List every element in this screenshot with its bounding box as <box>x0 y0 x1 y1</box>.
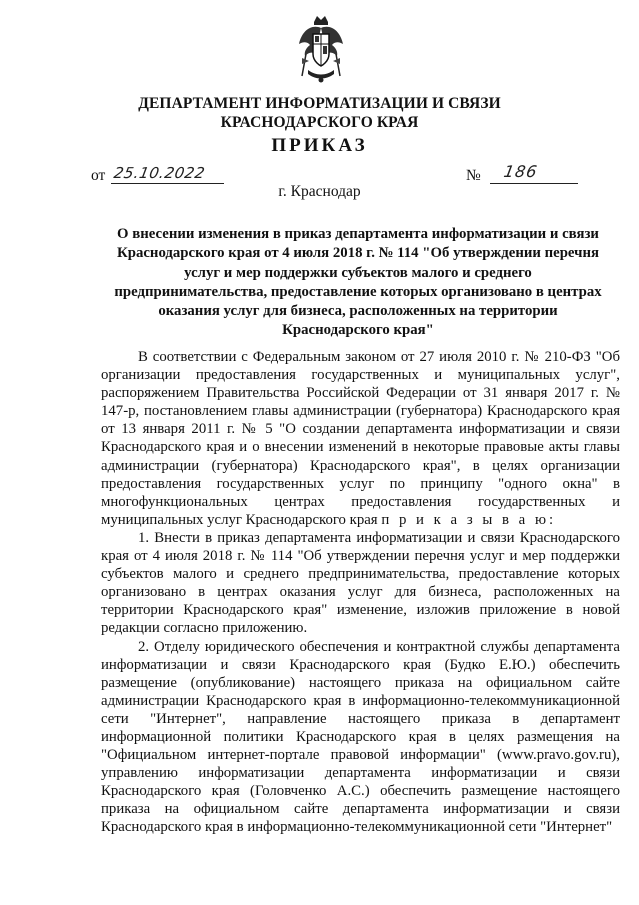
date-prefix: от <box>91 167 106 184</box>
coat-of-arms-icon <box>296 14 346 84</box>
document-body <box>101 348 620 837</box>
item-2-paragraph: 2. Отделу юридического обеспечения и контрактной службы департамента информатизации и связи Краснодарского края (Будко Е.Ю.) обеспечить размещение (опубликование) настоящего приказа на официальном сайте администрации Краснодарского края в информационно-телекоммуникационной сети "Интернет", направление настоящего приказа в департамент информационной политики Краснодарского края в целях размещения на "Официальном интернет-портале правовой информации" (www.pravo.gov.ru), управлению информатизации департамента информатизации и связи Краснодарского края (Головченко А.С.) обеспечить размещение настоящего приказа на официальном сайте департамента информатизации и связи Краснодарского края в информационно-телекоммуникационной сети "Интернет" <box>101 638 620 836</box>
preamble-paragraph <box>101 348 620 529</box>
preamble-text: В соответствии с Федеральным законом от 27 июля 2010 г. № 210-ФЗ "Об организации предоставления государственных и муниципальных услуг", распоряжением Правительства Российской Федерации от 31 января 2017 г. № 147-р, постановлением главы администрации (губернатора) Краснодарского края от 13 января 2011 г. № 5 "О создании департамента информатизации и связи Краснодарского края и о внесении изменений в некоторые правовые акты главы администрации (губернатора) Краснодарского края", в целях организации предоставления государственных услуг по принципу "одного окна" в многофункциональных центрах предоставления государственных и муниципальных услуг Краснодарского края <box>101 349 620 528</box>
order-word: п р и к а з ы в а ю: <box>381 511 557 528</box>
item-1-paragraph: 1. Внести в приказ департамента информатизации и связи Краснодарского края от 4 июля 2018 г. № 114 "Об утверждении перечня услуг и мер поддержки субъектов малого и среднего предпринимательства, предоставление которых организовано в центрах оказания услуг для бизнеса, расположенных на территории Краснодарского края" изменение, изложив приложение в новой редакции согласно приложению. <box>101 529 620 637</box>
number-prefix: № <box>466 167 481 184</box>
department-name-line2: КРАСНОДАРСКОГО КРАЯ <box>220 114 419 131</box>
city-line: г. Краснодар <box>278 183 361 200</box>
handwritten-date: 25.10.2022 <box>112 164 207 182</box>
document-subject: О внесении изменения в приказ департамента информатизации и связи Краснодарского края от 4 июля 2018 г. № 114 "Об утверждении перечня услуг и мер поддержки субъектов малого и среднего предпринимательства, предоставление которых организовано в центрах оказания услуг для бизнеса, расположенных на территории Краснодарского края" <box>114 226 602 339</box>
handwritten-number: 186 <box>502 162 540 181</box>
document-type-title: ПРИКАЗ <box>271 135 368 156</box>
department-name-line1: ДЕПАРТАМЕНТ ИНФОРМАТИЗАЦИИ И СВЯЗИ <box>138 95 501 112</box>
